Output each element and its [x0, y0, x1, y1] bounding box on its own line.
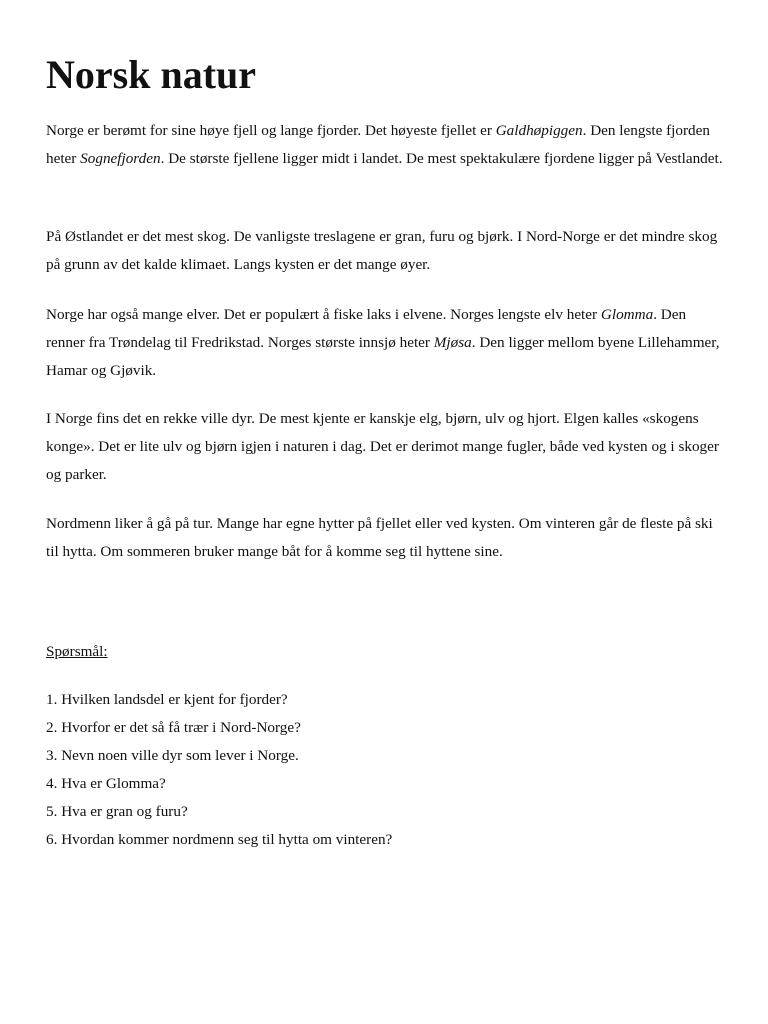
question-item: 1. Hvilken landsdel er kjent for fjorder? — [46, 691, 288, 708]
question-item: 4. Hva er Glomma? — [46, 775, 166, 792]
question-item: 3. Nevn noen ville dyr som lever i Norge. — [46, 747, 299, 764]
paragraph-text: Norge er berømt for sine høye fjell og lange fjorder. Det høyeste fjellet er — [46, 122, 496, 139]
emphasized-name: Sognefjorden — [80, 150, 161, 167]
paragraph-text: . De største fjellene ligger midt i landet. De mest spektakulære fjordene ligger på Vestlandet. — [160, 150, 723, 167]
paragraph-text: I Norge fins det en rekke ville dyr. De mest kjente er kanskje elg, bjørn, ulv og hjort. Elgen kalles «skogens konge». Det er lite ulv og bjørn igjen i naturen i dag. Det er derimot mange fugler, både ved kysten og i skoger og parker. — [46, 410, 719, 483]
paragraph-text: . Den lengste fjorden heter — [46, 122, 710, 167]
paragraph-text: . Den ligger mellom byene Lillehammer, Hamar og Gjøvik. — [46, 334, 720, 379]
paragraph-forests — [46, 223, 726, 279]
questions-list — [46, 686, 392, 854]
paragraph-rivers — [46, 301, 726, 385]
paragraph-text: Norge har også mange elver. Det er populært å fiske laks i elvene. Norges lengste elv heter — [46, 306, 601, 323]
questions-heading: Spørsmål: — [46, 643, 108, 660]
paragraph-text: Nordmenn liker å gå på tur. Mange har egne hytter på fjellet eller ved kysten. Om vinteren går de fleste på ski til hytta. Om sommeren bruker mange båt for å komme seg til hyttene sine. — [46, 515, 713, 560]
question-item: 6. Hvordan kommer nordmenn seg til hytta om vinteren? — [46, 831, 393, 848]
paragraph-text: På Østlandet er det mest skog. De vanligste treslagene er gran, furu og bjørk. I Nord-Norge er det mindre skog på grunn av det kalde klimaet. Langs kysten er det mange øyer. — [46, 228, 718, 273]
paragraph-cabins — [46, 510, 726, 566]
paragraph-fjords — [46, 117, 726, 173]
paragraph-wildlife — [46, 405, 726, 489]
emphasized-name: Galdhøpiggen — [495, 122, 583, 139]
question-item: 2. Hvorfor er det så få trær i Nord-Norge? — [46, 719, 301, 736]
document-title: Norsk natur — [46, 52, 257, 97]
question-item: 5. Hva er gran og furu? — [46, 803, 188, 820]
emphasized-name: Mjøsa — [433, 334, 472, 351]
paragraph-text: . Den renner fra Trøndelag til Fredrikstad. Norges største innsjø heter — [46, 306, 687, 351]
emphasized-name: Glomma — [600, 306, 654, 323]
